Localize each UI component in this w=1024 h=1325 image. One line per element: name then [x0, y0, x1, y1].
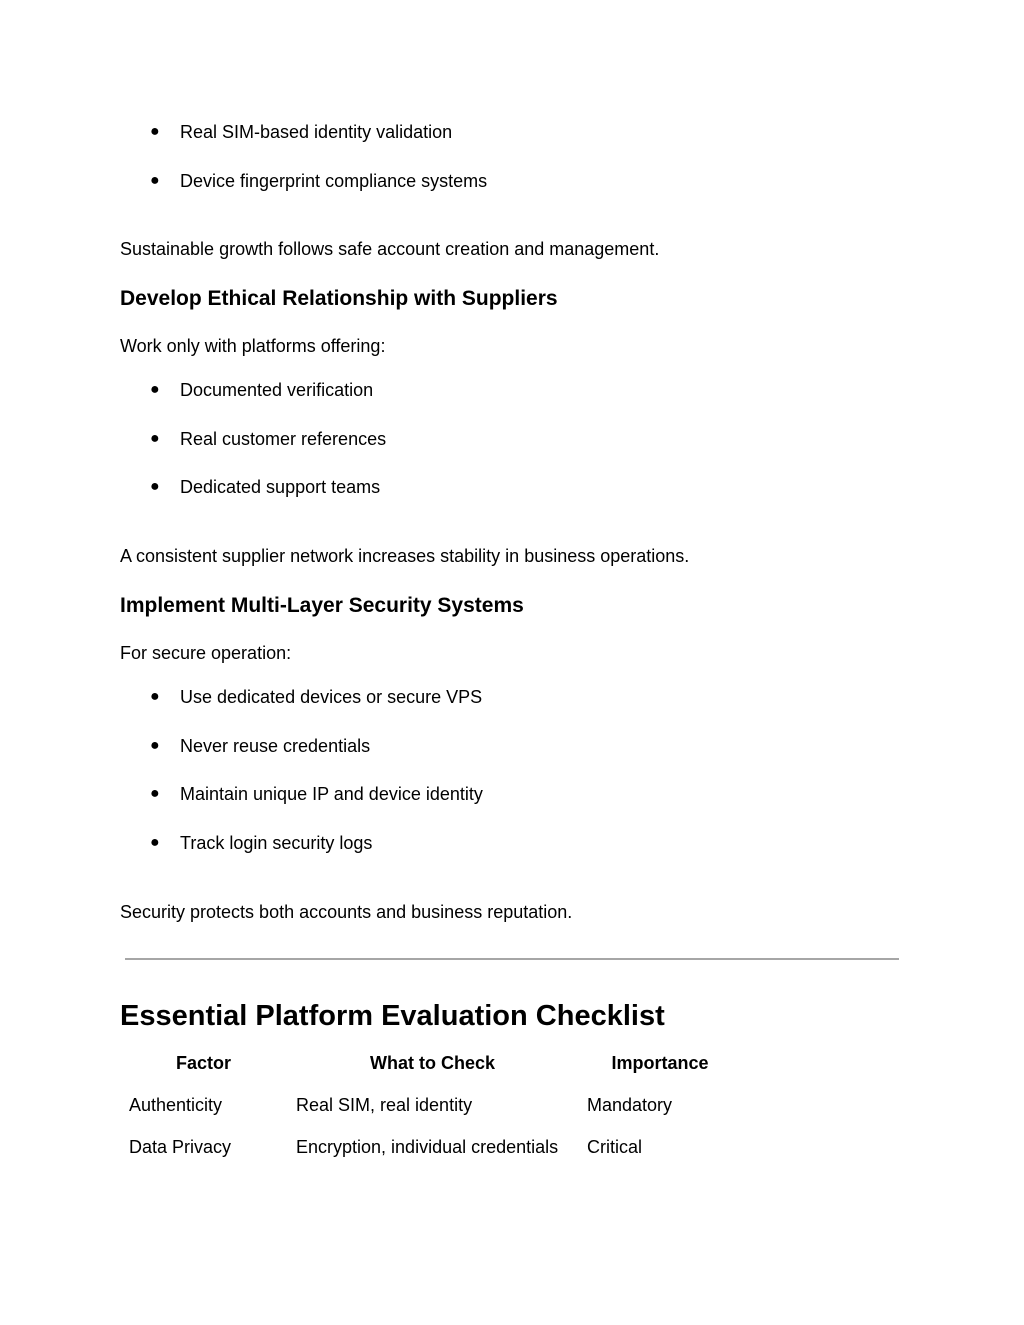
- paragraph-suppliers-closing: A consistent supplier network increases stability in business operations.: [120, 546, 690, 566]
- list-item-text: Track login security logs: [180, 833, 373, 854]
- bullet-icon: ●: [150, 429, 160, 447]
- paragraph-security-intro: For secure operation:: [120, 643, 292, 663]
- table-cell-factor: Authenticity: [129, 1094, 223, 1115]
- bullet-icon: ●: [150, 736, 160, 754]
- list-item-text: Device fingerprint compliance systems: [180, 170, 488, 191]
- table-cell-importance: Mandatory: [587, 1094, 673, 1115]
- column-header-importance: Importance: [611, 1052, 709, 1073]
- horizontal-divider: [125, 958, 899, 960]
- table-cell-factor: Data Privacy: [129, 1136, 232, 1157]
- list-item-text: Documented verification: [180, 380, 374, 400]
- list-item-text: Maintain unique IP and device identity: [180, 784, 483, 805]
- bullet-icon: ●: [150, 478, 160, 496]
- evaluation-checklist-table: [120, 1042, 742, 1168]
- list-item-text: Real SIM-based identity validation: [180, 122, 453, 142]
- list-item-text: Never reuse credentials: [180, 735, 371, 756]
- bullet-icon: ●: [150, 834, 160, 852]
- section-heading-suppliers: Develop Ethical Relationship with Suppliers: [120, 287, 558, 310]
- list-item-text: Dedicated support teams: [180, 477, 381, 498]
- list-item-text: Real customer references: [180, 428, 387, 449]
- bullet-icon: ●: [150, 171, 160, 189]
- section-heading-security: Implement Multi-Layer Security Systems: [120, 594, 524, 617]
- paragraph-suppliers-intro: Work only with platforms offering:: [120, 336, 386, 356]
- table-cell-importance: Critical: [587, 1136, 643, 1157]
- bullet-icon: ●: [150, 381, 160, 398]
- column-header-what-to-check: What to Check: [369, 1052, 495, 1073]
- paragraph-security-closing: Security protects both accounts and business reputation.: [120, 902, 573, 922]
- bullet-icon: ●: [150, 123, 160, 140]
- table-header-row: [120, 1042, 742, 1084]
- bullet-icon: ●: [150, 688, 160, 705]
- paragraph-sustainable-growth: Sustainable growth follows safe account creation and management.: [120, 239, 660, 259]
- table-cell-what-to-check: Encryption, individual credentials: [296, 1136, 559, 1157]
- bullet-icon: ●: [150, 785, 160, 803]
- column-header-factor: Factor: [175, 1052, 231, 1073]
- table-row: [120, 1084, 742, 1126]
- table-cell-what-to-check: Real SIM, real identity: [296, 1094, 473, 1115]
- table-row: [120, 1126, 742, 1168]
- section-heading-checklist: Essential Platform Evaluation Checklist: [120, 1000, 665, 1032]
- list-item-text: Use dedicated devices or secure VPS: [180, 687, 483, 707]
